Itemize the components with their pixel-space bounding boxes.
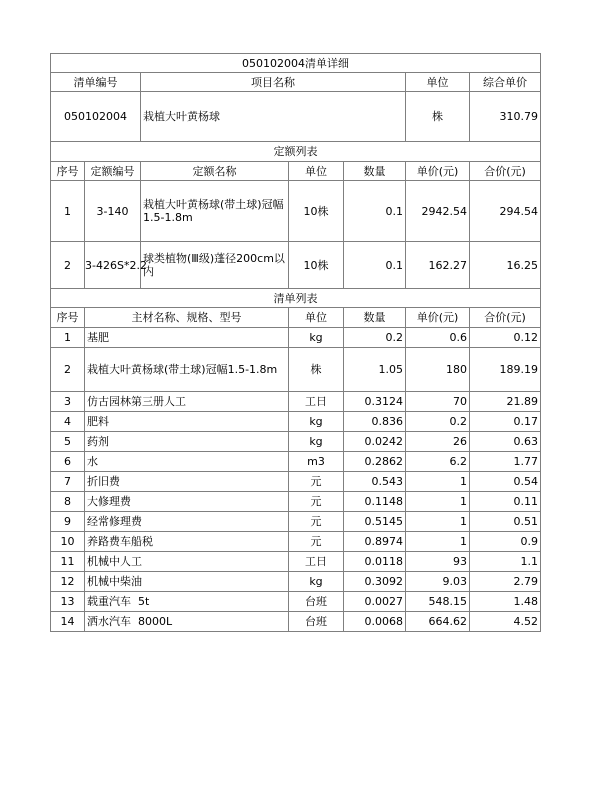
material-price: 1 bbox=[406, 512, 470, 532]
quota-total: 16.25 bbox=[470, 242, 541, 289]
material-row bbox=[51, 472, 541, 492]
items-col-name: 主材名称、规格、型号 bbox=[85, 308, 289, 328]
material-total: 21.89 bbox=[470, 392, 541, 412]
item-price: 310.79 bbox=[470, 92, 541, 142]
material-no: 12 bbox=[51, 572, 85, 592]
material-qty: 0.836 bbox=[344, 412, 406, 432]
material-name: 折旧费 bbox=[85, 472, 289, 492]
price-label: 综合单价 bbox=[470, 73, 541, 92]
quota-name: 栽植大叶黄杨球(带土球)冠幅1.5-1.8m bbox=[141, 181, 289, 242]
material-qty: 0.2 bbox=[344, 328, 406, 348]
quota-row bbox=[51, 242, 541, 289]
sheet-title: 050102004清单详细 bbox=[51, 54, 541, 73]
detail-sheet bbox=[50, 53, 540, 632]
material-price: 70 bbox=[406, 392, 470, 412]
header-value-row bbox=[51, 92, 541, 142]
material-name: 基肥 bbox=[85, 328, 289, 348]
material-name: 肥料 bbox=[85, 412, 289, 432]
material-price: 93 bbox=[406, 552, 470, 572]
quota-col-name: 定额名称 bbox=[141, 162, 289, 181]
quota-col-no: 序号 bbox=[51, 162, 85, 181]
unit-label: 单位 bbox=[406, 73, 470, 92]
material-name: 药剂 bbox=[85, 432, 289, 452]
title-row bbox=[51, 54, 541, 73]
material-total: 1.1 bbox=[470, 552, 541, 572]
material-unit: 台班 bbox=[289, 592, 344, 612]
material-name: 经常修理费 bbox=[85, 512, 289, 532]
material-name: 机械中柴油 bbox=[85, 572, 289, 592]
material-qty: 0.1148 bbox=[344, 492, 406, 512]
quota-code: 3-426S*2.2 bbox=[85, 242, 141, 289]
material-total: 0.17 bbox=[470, 412, 541, 432]
items-col-price: 单价(元) bbox=[406, 308, 470, 328]
material-unit: kg bbox=[289, 412, 344, 432]
material-qty: 0.543 bbox=[344, 472, 406, 492]
quota-col-total: 合价(元) bbox=[470, 162, 541, 181]
quota-row bbox=[51, 181, 541, 242]
items-col-no: 序号 bbox=[51, 308, 85, 328]
quota-col-price: 单价(元) bbox=[406, 162, 470, 181]
material-row bbox=[51, 348, 541, 392]
material-no: 4 bbox=[51, 412, 85, 432]
material-total: 0.9 bbox=[470, 532, 541, 552]
material-name: 养路费车船税 bbox=[85, 532, 289, 552]
items-section-title: 清单列表 bbox=[51, 289, 541, 308]
material-row bbox=[51, 492, 541, 512]
items-col-total: 合价(元) bbox=[470, 308, 541, 328]
quota-unit: 10株 bbox=[289, 242, 344, 289]
detail-table bbox=[50, 53, 541, 632]
material-unit: 台班 bbox=[289, 612, 344, 632]
material-unit: m3 bbox=[289, 452, 344, 472]
items-header-row bbox=[51, 308, 541, 328]
material-unit: 元 bbox=[289, 472, 344, 492]
material-price: 0.2 bbox=[406, 412, 470, 432]
material-price: 180 bbox=[406, 348, 470, 392]
material-price: 26 bbox=[406, 432, 470, 452]
material-total: 0.51 bbox=[470, 512, 541, 532]
material-price: 9.03 bbox=[406, 572, 470, 592]
quota-total: 294.54 bbox=[470, 181, 541, 242]
quota-col-qty: 数量 bbox=[344, 162, 406, 181]
material-total: 0.54 bbox=[470, 472, 541, 492]
item-unit: 株 bbox=[406, 92, 470, 142]
material-no: 7 bbox=[51, 472, 85, 492]
material-row bbox=[51, 612, 541, 632]
material-row bbox=[51, 552, 541, 572]
material-no: 13 bbox=[51, 592, 85, 612]
material-total: 0.11 bbox=[470, 492, 541, 512]
material-qty: 0.0027 bbox=[344, 592, 406, 612]
material-unit: 工日 bbox=[289, 552, 344, 572]
quota-col-code: 定额编号 bbox=[85, 162, 141, 181]
quota-unit: 10株 bbox=[289, 181, 344, 242]
quota-header-row bbox=[51, 162, 541, 181]
material-unit: 元 bbox=[289, 492, 344, 512]
material-unit: 元 bbox=[289, 512, 344, 532]
material-row bbox=[51, 392, 541, 412]
material-unit: kg bbox=[289, 572, 344, 592]
material-no: 6 bbox=[51, 452, 85, 472]
material-price: 548.15 bbox=[406, 592, 470, 612]
material-total: 0.12 bbox=[470, 328, 541, 348]
material-no: 2 bbox=[51, 348, 85, 392]
material-row bbox=[51, 412, 541, 432]
material-total: 1.48 bbox=[470, 592, 541, 612]
material-row bbox=[51, 512, 541, 532]
material-qty: 0.0068 bbox=[344, 612, 406, 632]
material-price: 1 bbox=[406, 492, 470, 512]
material-no: 11 bbox=[51, 552, 85, 572]
material-no: 9 bbox=[51, 512, 85, 532]
material-unit: 株 bbox=[289, 348, 344, 392]
material-name: 载重汽车 5t bbox=[85, 592, 289, 612]
material-name: 水 bbox=[85, 452, 289, 472]
material-price: 1 bbox=[406, 532, 470, 552]
material-row bbox=[51, 328, 541, 348]
quota-price: 2942.54 bbox=[406, 181, 470, 242]
material-qty: 0.0242 bbox=[344, 432, 406, 452]
material-unit: 元 bbox=[289, 532, 344, 552]
material-no: 5 bbox=[51, 432, 85, 452]
material-unit: 工日 bbox=[289, 392, 344, 412]
material-no: 3 bbox=[51, 392, 85, 412]
quota-col-unit: 单位 bbox=[289, 162, 344, 181]
material-unit: kg bbox=[289, 432, 344, 452]
material-row bbox=[51, 452, 541, 472]
item-name: 栽植大叶黄杨球 bbox=[141, 92, 406, 142]
quota-price: 162.27 bbox=[406, 242, 470, 289]
material-qty: 0.8974 bbox=[344, 532, 406, 552]
material-row bbox=[51, 532, 541, 552]
material-qty: 0.3124 bbox=[344, 392, 406, 412]
material-no: 10 bbox=[51, 532, 85, 552]
material-name: 栽植大叶黄杨球(带土球)冠幅1.5-1.8m bbox=[85, 348, 289, 392]
quota-name: 球类植物(Ⅲ级)蓬径200cm以内 bbox=[141, 242, 289, 289]
material-qty: 0.3092 bbox=[344, 572, 406, 592]
items-col-qty: 数量 bbox=[344, 308, 406, 328]
items-col-unit: 单位 bbox=[289, 308, 344, 328]
quota-section-row bbox=[51, 142, 541, 162]
header-label-row bbox=[51, 73, 541, 92]
quota-code: 3-140 bbox=[85, 181, 141, 242]
quota-section-title: 定额列表 bbox=[51, 142, 541, 162]
material-qty: 0.5145 bbox=[344, 512, 406, 532]
material-total: 1.77 bbox=[470, 452, 541, 472]
material-total: 2.79 bbox=[470, 572, 541, 592]
material-row bbox=[51, 592, 541, 612]
material-total: 4.52 bbox=[470, 612, 541, 632]
material-qty: 1.05 bbox=[344, 348, 406, 392]
material-name: 仿古园林第三册人工 bbox=[85, 392, 289, 412]
quota-no: 2 bbox=[51, 242, 85, 289]
material-total: 0.63 bbox=[470, 432, 541, 452]
material-row bbox=[51, 572, 541, 592]
material-price: 0.6 bbox=[406, 328, 470, 348]
code-label: 清单编号 bbox=[51, 73, 141, 92]
material-name: 机械中人工 bbox=[85, 552, 289, 572]
material-price: 6.2 bbox=[406, 452, 470, 472]
material-qty: 0.0118 bbox=[344, 552, 406, 572]
material-price: 1 bbox=[406, 472, 470, 492]
material-unit: kg bbox=[289, 328, 344, 348]
material-total: 189.19 bbox=[470, 348, 541, 392]
items-section-row bbox=[51, 289, 541, 308]
material-row bbox=[51, 432, 541, 452]
material-no: 1 bbox=[51, 328, 85, 348]
material-name: 洒水汽车 8000L bbox=[85, 612, 289, 632]
item-code: 050102004 bbox=[51, 92, 141, 142]
name-label: 项目名称 bbox=[141, 73, 406, 92]
material-no: 14 bbox=[51, 612, 85, 632]
quota-qty: 0.1 bbox=[344, 242, 406, 289]
material-name: 大修理费 bbox=[85, 492, 289, 512]
quota-qty: 0.1 bbox=[344, 181, 406, 242]
material-qty: 0.2862 bbox=[344, 452, 406, 472]
material-price: 664.62 bbox=[406, 612, 470, 632]
material-no: 8 bbox=[51, 492, 85, 512]
quota-no: 1 bbox=[51, 181, 85, 242]
